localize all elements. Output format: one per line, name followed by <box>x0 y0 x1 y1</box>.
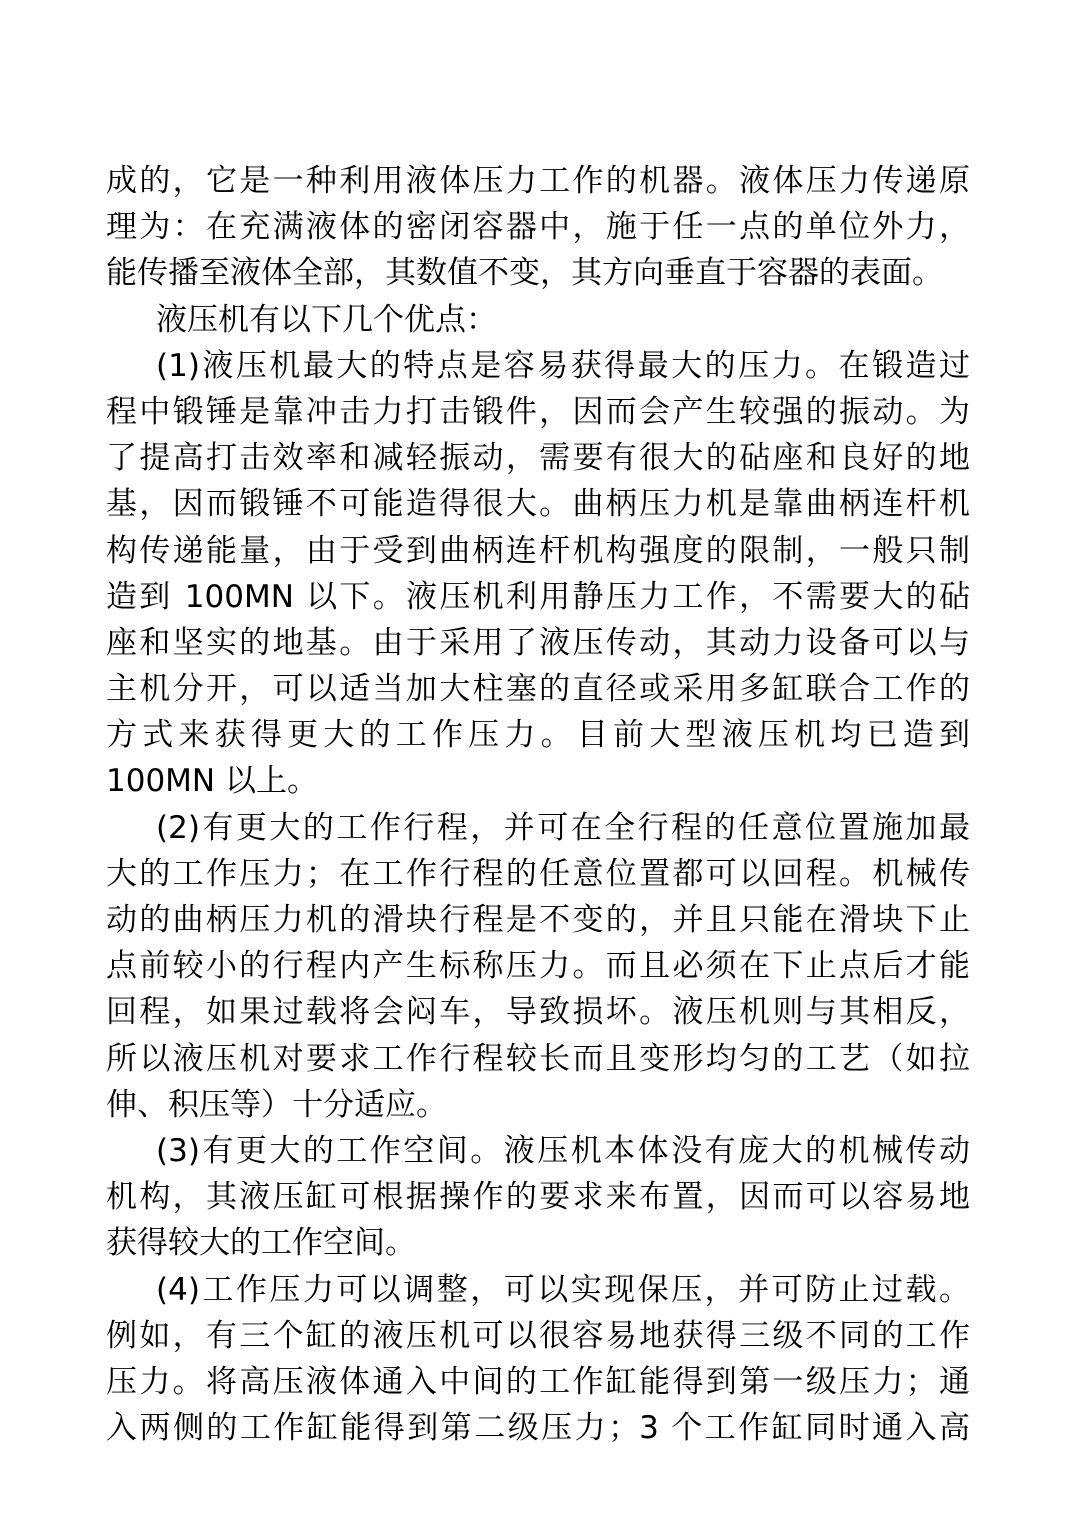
text-line: 方式来获得更大的工作压力。目前大型液压机均已造到 <box>106 717 970 754</box>
text-line: 压力。将高压液体通入中间的工作缸能得到第一级压力；通 <box>106 1363 970 1400</box>
text-line: 程中锻锤是靠冲击力打击锻件，因而会产生较强的振动。为 <box>106 393 970 430</box>
text-line: 理为：在充满液体的密闭容器中，施于任一点的单位外力， <box>106 209 970 246</box>
text-line: 伸、积压等）十分适应。 <box>106 1086 447 1123</box>
document-body <box>106 158 970 1451</box>
text-line: 座和坚实的地基。由于采用了液压传动，其动力设备可以与 <box>106 624 970 661</box>
text-line: 100MN 以上。 <box>106 763 318 800</box>
text-line: 造到 100MN 以下。液压机利用静压力工作，不需要大的砧 <box>106 578 970 615</box>
text-line: 大的工作压力；在工作行程的任意位置都可以回程。机械传 <box>106 855 970 892</box>
text-line: 基，因而锻锤不可能造得很大。曲柄压力机是靠曲柄连杆机 <box>106 486 970 523</box>
text-line: 液压机有以下几个优点： <box>156 301 497 338</box>
text-line: 构传递能量，由于受到曲柄连杆机构强度的限制，一般只制 <box>106 532 970 569</box>
text-line: 点前较小的行程内产生标称压力。而且必须在下止点后才能 <box>106 948 970 985</box>
text-line: (3)有更大的工作空间。液压机本体没有庞大的机械传动 <box>156 1132 970 1169</box>
text-line: 能传播至液体全部，其数值不变，其方向垂直于容器的表面。 <box>106 255 943 292</box>
text-line: 机构，其液压缸可根据操作的要求来布置，因而可以容易地 <box>106 1179 970 1216</box>
text-line: 动的曲柄压力机的滑块行程是不变的，并且只能在滑块下止 <box>106 902 970 938</box>
text-line: 成的，它是一种利用液体压力工作的机器。液体压力传递原 <box>106 163 970 199</box>
text-line: (4)工作压力可以调整，可以实现保压，并可防止过载。 <box>156 1271 970 1308</box>
text-line: (2)有更大的工作行程，并可在全行程的任意位置施加最 <box>156 809 970 846</box>
text-line: 入两侧的工作缸能得到第二级压力；3 个工作缸同时通入高 <box>106 1410 970 1447</box>
text-line: 获得较大的工作空间。 <box>106 1225 416 1262</box>
text-line: 例如，有三个缸的液压机可以很容易地获得三级不同的工作 <box>106 1317 970 1354</box>
text-line: 所以液压机对要求工作行程较长而且变形均匀的工艺（如拉 <box>106 1040 970 1077</box>
text-line: (1)液压机最大的特点是容易获得最大的压力。在锻造过 <box>156 347 970 384</box>
text-line: 了提高打击效率和减轻振动，需要有很大的砧座和良好的地 <box>106 440 970 477</box>
text-line: 主机分开，可以适当加大柱塞的直径或采用多缸联合工作的 <box>106 671 970 708</box>
text-line: 回程，如果过载将会闷车，导致损坏。液压机则与其相反， <box>106 994 970 1031</box>
